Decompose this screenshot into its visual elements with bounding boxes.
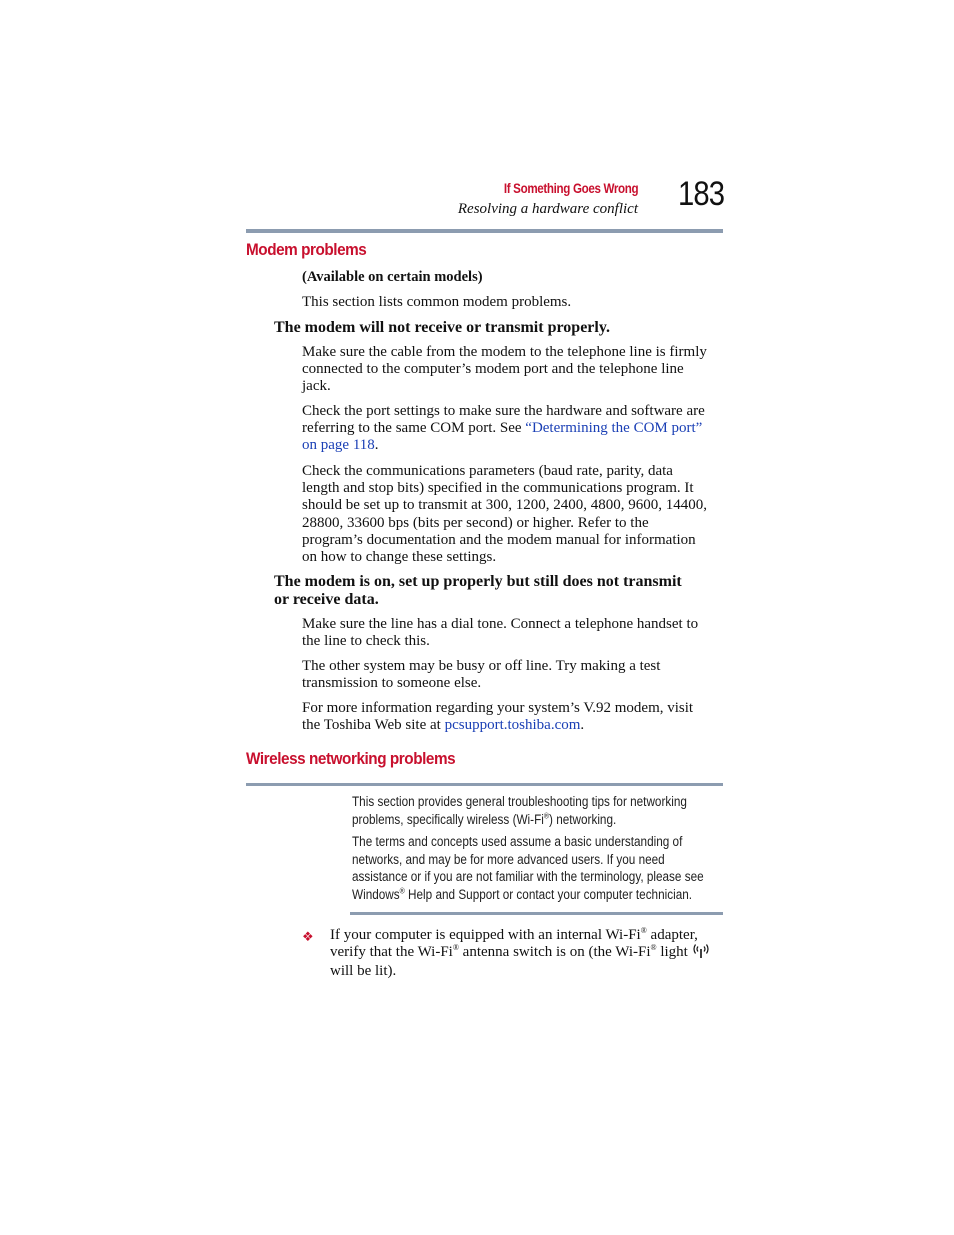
text-line: transmission to someone else. <box>302 675 482 692</box>
text-line: Check the port settings to make sure the hardware and software are <box>302 403 705 419</box>
note-top-rule <box>246 783 723 786</box>
text-span: referring to the same COM port. See <box>302 420 526 437</box>
registered-mark: ® <box>650 943 657 953</box>
text-span: the Toshiba Web site at <box>302 717 445 734</box>
text-line: 28800, 33600 bps (bits per second) or higher. Refer to the <box>302 514 649 531</box>
issue-heading-2 <box>274 573 724 609</box>
text-line: jack. <box>302 378 331 395</box>
availability-note: (Available on certain models) <box>302 269 483 285</box>
text-line: Check the communications parameters (baud rate, parity, data <box>302 463 673 479</box>
text-span: antenna switch is on (the Wi-Fi <box>458 944 651 961</box>
text-line: This section provides general troubleshooting tips for networking <box>352 794 687 809</box>
text-line: length and stop bits) specified in the communications program. It <box>302 480 694 497</box>
issue1-paragraph-2 <box>302 403 723 455</box>
text-span: If your computer is equipped with an internal Wi-Fi <box>330 927 641 943</box>
section-title-modem: Modem problems <box>246 240 367 259</box>
section-title-wireless: Wireless networking problems <box>246 749 456 768</box>
text-line: networks, and may be for more advanced users. If you need <box>352 851 665 867</box>
issue2-paragraph-3 <box>302 700 723 734</box>
running-header-chapter: If Something Goes Wrong <box>503 181 638 196</box>
bullet-icon: ❖ <box>302 929 314 944</box>
bullet-item-wifi <box>330 927 730 981</box>
text-span: Windows <box>352 886 400 902</box>
text-line: will be lit). <box>330 963 397 980</box>
text-span: light <box>656 944 688 961</box>
note-paragraph-2 <box>352 833 717 903</box>
modem-intro: This section lists common modem problems. <box>302 294 572 310</box>
text-line: on how to change these settings. <box>302 549 497 566</box>
note-paragraph-1 <box>352 793 717 828</box>
text-line <box>330 927 730 944</box>
text-line: the line to check this. <box>302 633 430 650</box>
text-line: For more information regarding your system’s V.92 modem, visit <box>302 700 694 716</box>
text-line: should be set up to transmit at 300, 1200, 2400, 4800, 9600, 14400, <box>302 497 707 514</box>
issue1-paragraph-3 <box>302 463 723 566</box>
text-span: verify that the Wi-Fi <box>330 944 453 961</box>
text-line: Make sure the cable from the modem to the telephone line is firmly <box>302 344 707 360</box>
heading-line: The modem is on, set up properly but still does not transmit <box>274 573 682 590</box>
text-span: problems, specifically wireless (Wi-Fi <box>352 811 544 827</box>
issue2-paragraph-2 <box>302 658 723 692</box>
header-rule <box>246 229 723 233</box>
text-line <box>302 420 723 437</box>
registered-mark: ® <box>640 926 647 935</box>
text-span: ) networking. <box>549 811 617 827</box>
text-line: The other system may be busy or off line. Try making a test <box>302 658 661 674</box>
registered-mark: ® <box>399 886 405 895</box>
text-line <box>352 811 717 829</box>
text-line: The terms and concepts used assume a basic understanding of <box>352 834 683 849</box>
wifi-antenna-icon <box>692 944 710 963</box>
text-line <box>302 717 723 734</box>
text-span: . <box>580 717 585 734</box>
text-span: adapter, <box>646 927 698 943</box>
note-bottom-rule <box>350 912 723 915</box>
text-line <box>352 886 717 904</box>
com-port-link-page[interactable]: on page 118 <box>302 437 375 454</box>
page-number: 183 <box>678 175 725 213</box>
text-line: Make sure the line has a dial tone. Connect a telephone handset to <box>302 616 699 632</box>
com-port-link[interactable]: “Determining the COM port” <box>525 420 703 437</box>
text-span: Help and Support or contact your computer technician. <box>404 886 693 902</box>
text-line <box>302 437 723 454</box>
heading-line: or receive data. <box>274 591 379 608</box>
toshiba-support-link[interactable]: pcsupport.toshiba.com <box>444 717 581 734</box>
text-span: . <box>374 437 379 454</box>
issue-heading-1: The modem will not receive or transmit properly. <box>274 319 610 336</box>
text-line <box>330 944 730 963</box>
issue1-paragraph-1 <box>302 344 723 396</box>
registered-mark: ® <box>452 943 459 953</box>
text-line: connected to the computer’s modem port and the telephone line <box>302 361 684 378</box>
registered-mark: ® <box>543 811 550 820</box>
text-line: assistance or if you are not familiar with the terminology, please see <box>352 869 704 884</box>
running-header-section: Resolving a hardware conflict <box>457 201 638 217</box>
text-line: program’s documentation and the modem manual for information <box>302 531 696 548</box>
issue2-paragraph-1 <box>302 616 723 650</box>
